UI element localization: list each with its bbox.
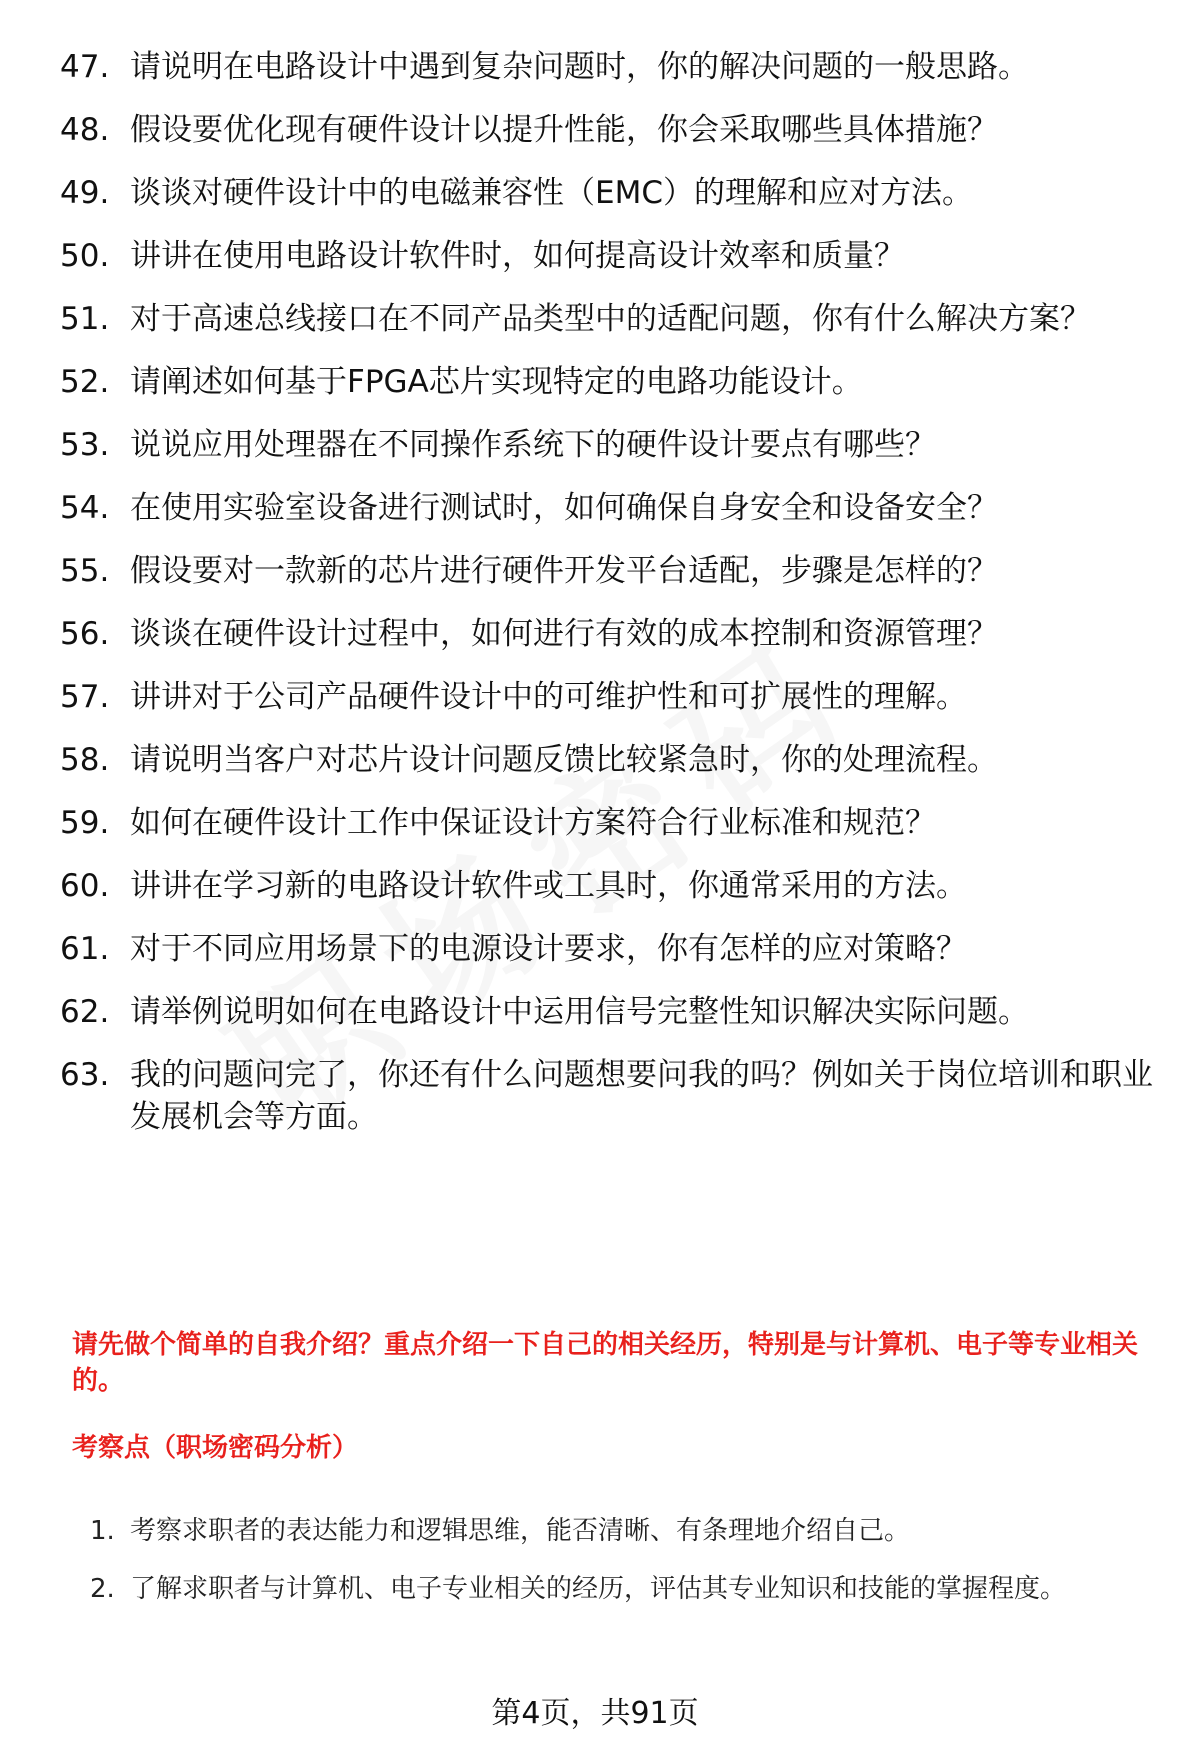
- question-text: 对于高速总线接口在不同产品类型中的适配问题，你有什么解决方案？: [130, 301, 1091, 337]
- question-text: 谈谈对硬件设计中的电磁兼容性（EMC）的理解和应对方法。: [130, 175, 973, 211]
- list-item: [60, 424, 1160, 466]
- list-item: [60, 109, 1160, 151]
- list-item: [60, 613, 1160, 655]
- question-number: 61.: [60, 931, 110, 967]
- question-text: 如何在硬件设计工作中保证设计方案符合行业标准和规范？: [130, 805, 936, 841]
- page-number-footer: 第4页，共91页: [491, 1696, 699, 1731]
- question-text: 请举例说明如何在电路设计中运用信号完整性知识解决实际问题。: [130, 994, 1029, 1030]
- list-item: [60, 1054, 1160, 1138]
- question-text: 在使用实验室设备进行测试时，如何确保自身安全和设备安全？: [130, 490, 998, 526]
- list-item: [60, 928, 1160, 970]
- question-text: 请说明在电路设计中遇到复杂问题时，你的解决问题的一般思路。: [130, 49, 1029, 85]
- question-number: 56.: [60, 616, 110, 652]
- question-text: 说说应用处理器在不同操作系统下的硬件设计要点有哪些？: [130, 427, 936, 463]
- analysis-heading: 考察点（职场密码分析）: [72, 1433, 359, 1463]
- question-number: 63.: [60, 1057, 110, 1093]
- question-number: 59.: [60, 805, 110, 841]
- point-text: 考察求职者的表达能力和逻辑思维，能否清晰、有条理地介绍自己。: [130, 1516, 911, 1546]
- list-item: [60, 235, 1160, 277]
- question-number: 60.: [60, 868, 110, 904]
- list-item: [60, 802, 1160, 844]
- question-number: 47.: [60, 49, 110, 85]
- point-number: 1.: [90, 1516, 115, 1546]
- list-item: [90, 1502, 1160, 1560]
- question-text: 假设要对一款新的芯片进行硬件开发平台适配，步骤是怎样的？: [130, 553, 998, 589]
- question-text: 请说明当客户对芯片设计问题反馈比较紧急时，你的处理流程。: [130, 742, 998, 778]
- question-text: 讲讲在使用电路设计软件时，如何提高设计效率和质量？: [130, 238, 905, 274]
- list-item: [60, 298, 1160, 340]
- question-text: 假设要优化现有硬件设计以提升性能，你会采取哪些具体措施？: [130, 112, 998, 148]
- question-number: 58.: [60, 742, 110, 778]
- question-number: 51.: [60, 301, 110, 337]
- point-number: 2.: [90, 1574, 115, 1604]
- question-text: 谈谈在硬件设计过程中，如何进行有效的成本控制和资源管理？: [130, 616, 998, 652]
- question-number: 54.: [60, 490, 110, 526]
- question-number: 53.: [60, 427, 110, 463]
- question-number: 55.: [60, 553, 110, 589]
- list-item: [60, 487, 1160, 529]
- list-item: [60, 991, 1160, 1033]
- question-list: [60, 46, 1160, 1159]
- question-text: 对于不同应用场景下的电源设计要求，你有怎样的应对策略？: [130, 931, 967, 967]
- list-item: [60, 172, 1160, 214]
- list-item: [60, 46, 1160, 88]
- question-number: 57.: [60, 679, 110, 715]
- list-item: [60, 739, 1160, 781]
- list-item: [60, 550, 1160, 592]
- question-number: 62.: [60, 994, 110, 1030]
- question-text: 讲讲对于公司产品硬件设计中的可维护性和可扩展性的理解。: [130, 679, 967, 715]
- question-number: 50.: [60, 238, 110, 274]
- question-text: 请阐述如何基于FPGA芯片实现特定的电路功能设计。: [130, 364, 863, 400]
- list-item: [60, 361, 1160, 403]
- list-item: [90, 1560, 1160, 1618]
- point-text: 了解求职者与计算机、电子专业相关的经历，评估其专业知识和技能的掌握程度。: [130, 1574, 1067, 1604]
- highlight-question: 请先做个简单的自我介绍？重点介绍一下自己的相关经历，特别是与计算机、电子等专业相关的。: [72, 1330, 1139, 1396]
- question-text: 讲讲在学习新的电路设计软件或工具时，你通常采用的方法。: [130, 868, 967, 904]
- question-text: 我的问题问完了，你还有什么问题想要问我的吗？例如关于岗位培训和职业发展机会等方面。: [130, 1057, 1153, 1135]
- question-number: 49.: [60, 175, 110, 211]
- list-item: [60, 865, 1160, 907]
- analysis-points-list: [90, 1502, 1160, 1618]
- question-number: 48.: [60, 112, 110, 148]
- list-item: [60, 676, 1160, 718]
- question-number: 52.: [60, 364, 110, 400]
